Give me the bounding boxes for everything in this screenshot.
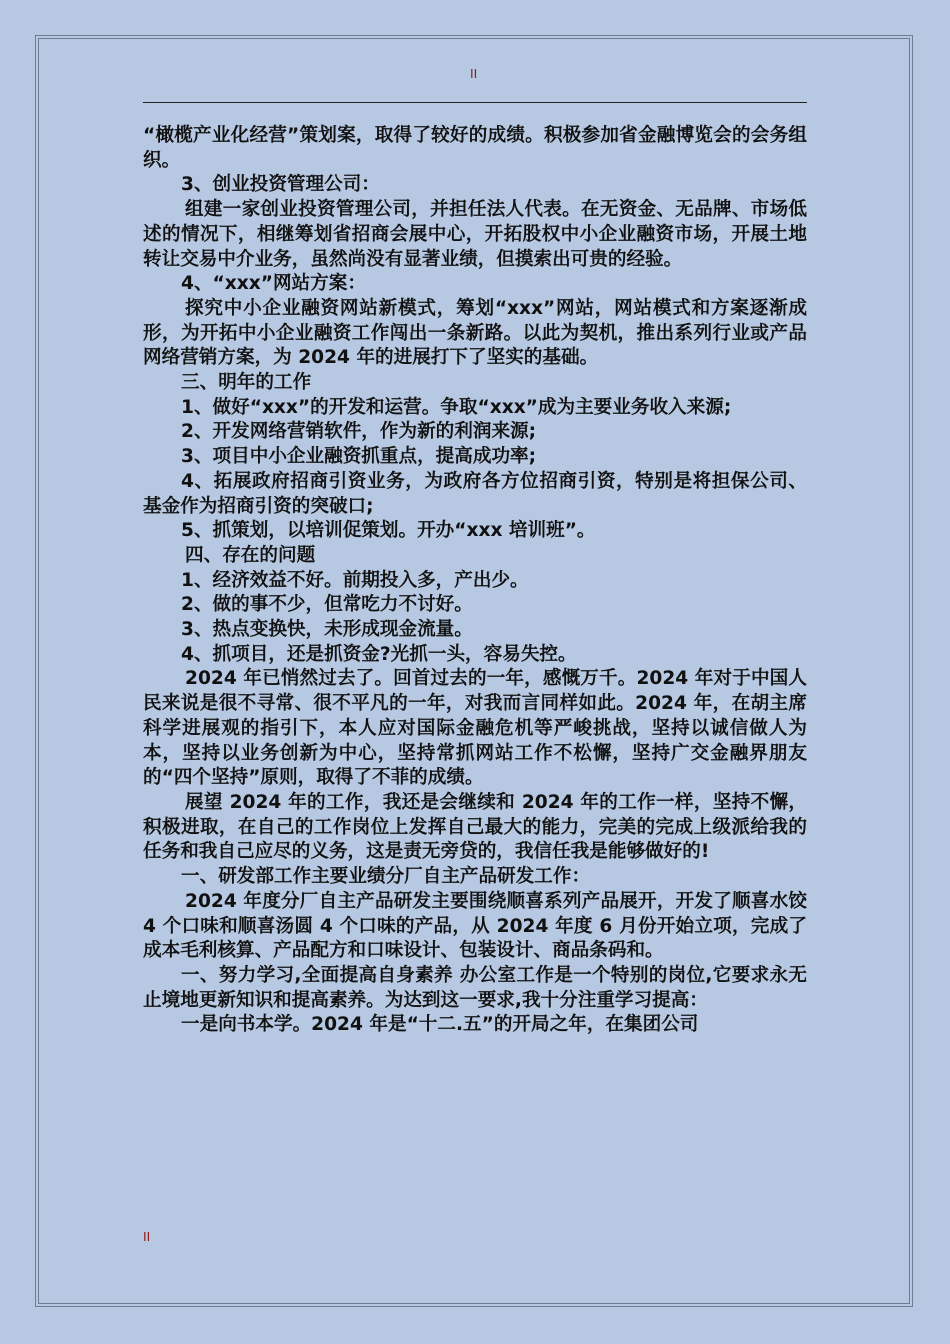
paragraph: 3、热点变换快，未形成现金流量。 <box>181 619 473 641</box>
paragraph: 2024 年度分厂自主产品研发主要围绕顺喜系列产品展开，开发了顺喜水饺 4 个口味和顺喜汤圆 4 个口味的产品，从 2024 年度 6 月份开始立项，完成了成本毛利核算、产品配方和口味设计、包装设计、商品条码和。 <box>143 890 807 962</box>
paragraph: 3、项目中小企业融资抓重点，提高成功率; <box>181 446 537 468</box>
paragraph: 5、抓策划，以培训促策划。开办“xxx 培训班”。 <box>181 520 596 542</box>
paragraph: 一、努力学习,全面提高自身素养 办公室工作是一个特别的岗位,它要求永无止境地更新知识和提高素养。为达到这一要求,我十分注重学习提高： <box>143 964 807 1011</box>
paragraph: 一是向书本学。2024 年是“十二.五”的开局之年，在集团公司 <box>181 1014 699 1036</box>
paragraph: 4、抓项目，还是抓资金?光抓一头，容易失控。 <box>181 643 577 665</box>
document-body <box>143 124 807 1038</box>
paragraph: 展望 2024 年的工作，我还是会继续和 2024 年的工作一样，坚持不懈，积极进取，在自己的工作岗位上发挥自己最大的能力，完美的完成上级派给我的任务和我自己应尽的义务，这是责无旁贷的，我信任我是能够做好的! <box>143 791 807 863</box>
paragraph: 2、做的事不少，但常吃力不讨好。 <box>181 594 473 616</box>
paragraph: 探究中小企业融资网站新模式，筹划“xxx”网站，网站模式和方案逐渐成形，为开拓中小企业融资工作闯出一条新路。以此为契机，推出系列行业或产品网络营销方案，为 2024 年的进展打下了坚实的基础。 <box>143 297 807 369</box>
header-rule <box>143 102 807 103</box>
paragraph: 3、创业投资管理公司： <box>181 174 380 196</box>
paragraph: 1、经济效益不好。前期投入多，产出少。 <box>181 569 529 591</box>
footer-mark: II <box>143 1229 151 1244</box>
paragraph: 四、存在的问题 <box>185 544 316 566</box>
paragraph: 1、做好“xxx”的开发和运营。争取“xxx”成为主要业务收入来源; <box>181 396 732 418</box>
paragraph: 组建一家创业投资管理公司，并担任法人代表。在无资金、无品牌、市场低述的情况下，相继筹划省招商会展中心，开拓股权中小企业融资市场，开展土地转让交易中介业务，虽然尚没有显著业绩，但摸索出可贵的经验。 <box>143 199 807 270</box>
paragraph: 一、研发部工作主要业绩分厂自主产品研发工作： <box>181 866 591 888</box>
paragraph: 4、“xxx”网站方案： <box>181 273 366 295</box>
paragraph: 2024 年已悄然过去了。回首过去的一年，感慨万千。2024 年对于中国人民来说是很不寻常、很不平凡的一年，对我而言同样如此。2024 年，在胡主席科学进展观的指引下，本人应对国际金融危机等严峻挑战，坚持以诚信做人为本，坚持以业务创新为中心，坚持常抓网站工作不松懈，坚持广交金融界朋友的“四个坚持”原则，取得了不菲的成绩。 <box>143 668 807 789</box>
paragraph: 2、开发网络营销软件，作为新的利润来源; <box>181 421 537 443</box>
paragraph: 4、拓展政府招商引资业务，为政府各方位招商引资，特别是将担保公司、基金作为招商引资的突破口; <box>143 470 807 517</box>
paragraph: 三、明年的工作 <box>181 372 312 394</box>
paragraph: “橄榄产业化经营”策划案，取得了较好的成绩。积极参加省金融博览会的会务组织。 <box>143 125 807 171</box>
header-mark: II <box>470 66 478 81</box>
